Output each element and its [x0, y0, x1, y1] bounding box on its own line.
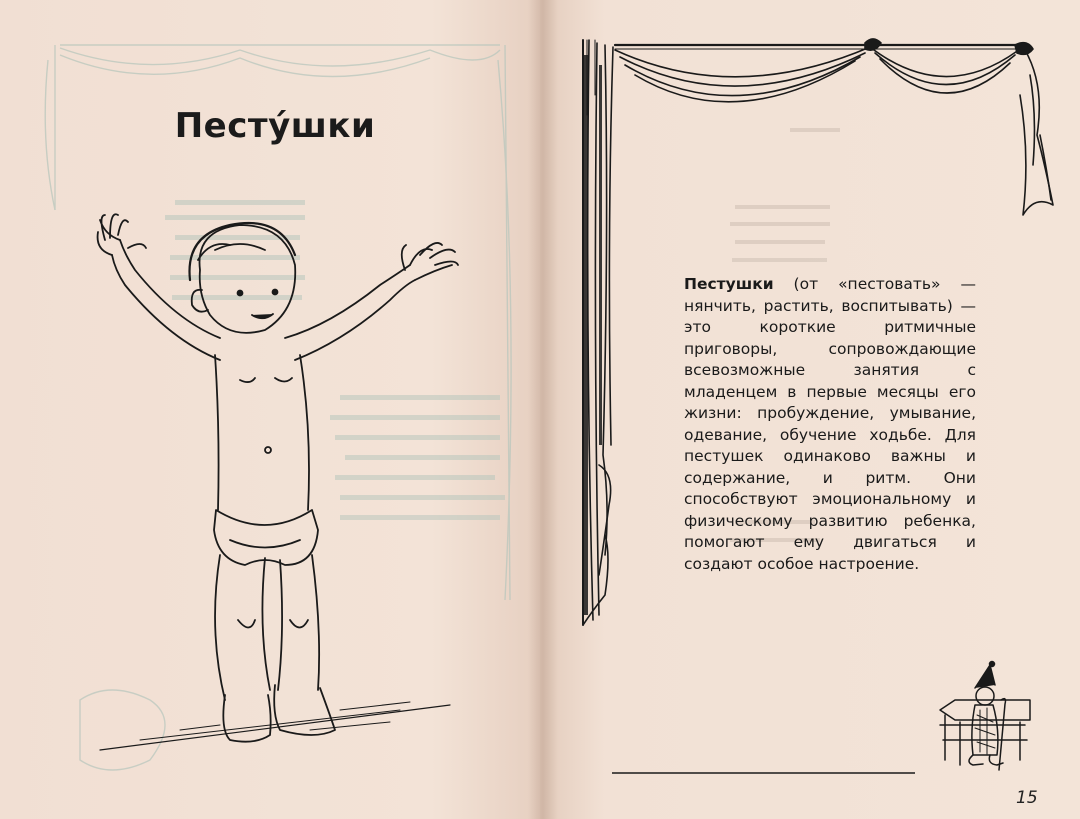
bottom-rule [610, 770, 920, 776]
definition-text: (от «пестовать» — нянчить, растить, воспитывать) — это короткие ритмичные приговоры, сопровождающие всевозможные занятия с младенцем в первые месяцы его жизни: пробуждение, умывание, одевание, обучение ходьбе. Для пестушек одинаково важны и содержание, и ритм. Они способствуют эмоциональному и физическому развитию ребенка, помогают ему двигаться и создают особое настроение. [684, 275, 976, 573]
baby-illustration [80, 210, 480, 770]
clown-on-bench-illustration [935, 660, 1035, 780]
page-title: Пестýшки [174, 106, 376, 146]
definition-paragraph [684, 274, 976, 575]
term-pestushki: Пестушки [684, 275, 774, 293]
page-number: 15 [1016, 788, 1038, 808]
